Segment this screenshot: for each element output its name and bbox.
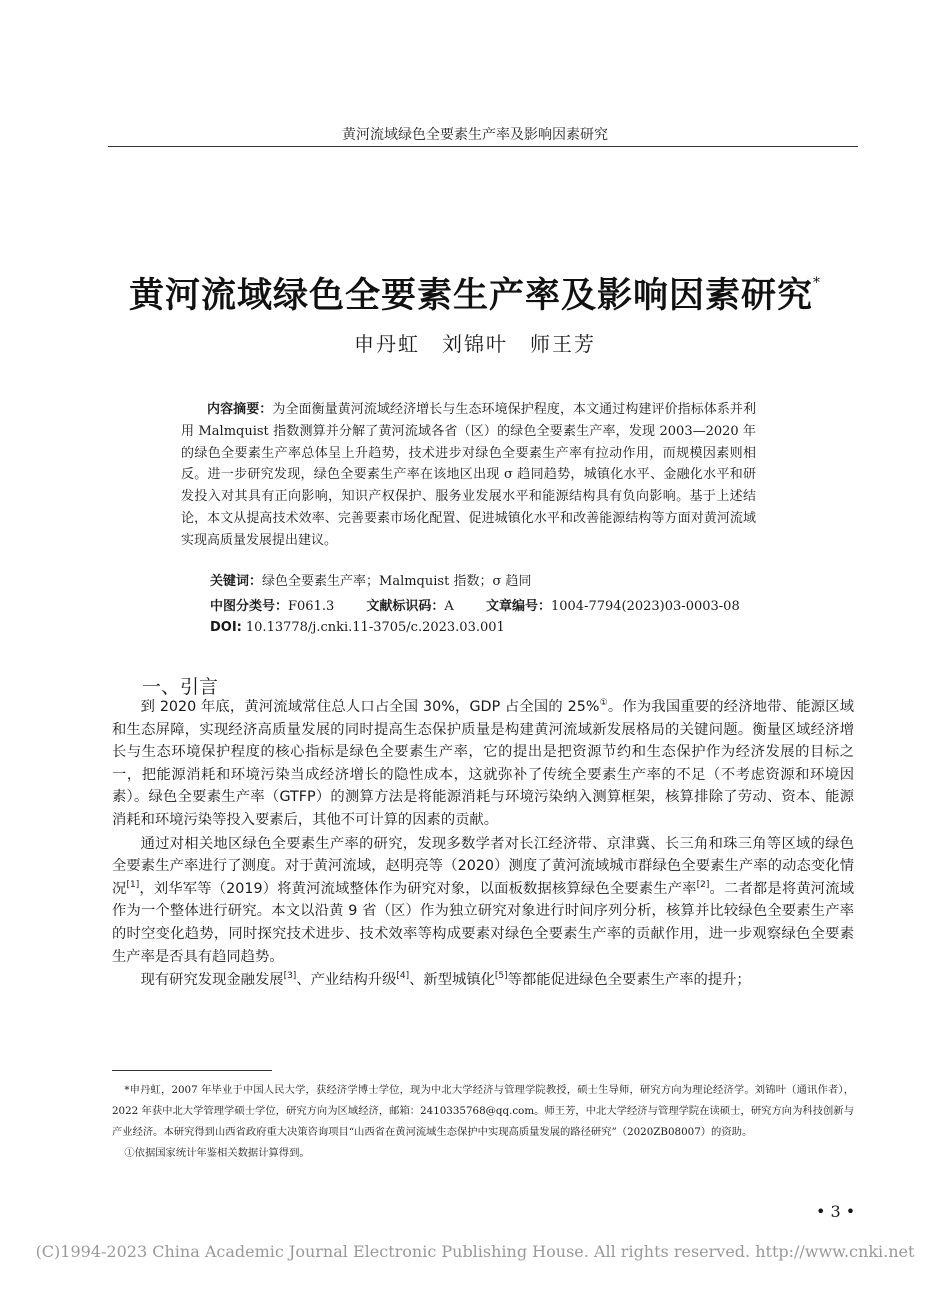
- body-text: [112, 696, 854, 993]
- running-header: 黄河流域绿色全要素生产率及影响因素研究: [342, 127, 608, 143]
- keywords-line: [210, 570, 559, 589]
- citation-1[interactable]: [1]: [126, 879, 140, 890]
- section-heading: 一、引言: [142, 676, 219, 698]
- footnote-author: *申丹虹，2007 年毕业于中国人民大学，获经济学博士学位，现为中北大学经济与管理学院教授，硕士生导师，研究方向为理论经济学。刘锦叶（通讯作者），2022 年获中北大学管理学硕士学位，研究方向为区域经济，邮箱：2410335768@qq.com。师王芳，中北大学经济与管理学院在读硕士，研究方向为科技创新与产业经济。本研究得到山西省政府重大决策咨询项目“山西省在黄河流域生态保护中实现高质量发展的路径研究”（2020ZB08007）的资助。: [112, 1084, 854, 1138]
- clc-value: F061.3: [288, 599, 335, 614]
- body-paragraph-1: [112, 696, 854, 832]
- citation-4[interactable]: [4]: [396, 971, 410, 982]
- footnotes: [112, 1080, 854, 1164]
- keywords-label: 关键词：: [210, 574, 263, 589]
- citation-3[interactable]: [3]: [283, 971, 297, 982]
- p3-c: 、新型城镇化: [409, 972, 495, 989]
- footnote-ref-1[interactable]: ①: [599, 698, 608, 709]
- footnote-rule: [112, 1070, 272, 1071]
- p3-b: 、产业结构升级: [296, 972, 397, 989]
- authors: 申丹虹 刘锦叶 师王芳: [354, 332, 596, 356]
- article-no-value: 1004-7794(2023)03-0003-08: [550, 599, 740, 614]
- abstract-block: [181, 399, 756, 552]
- body-paragraph-3: [112, 969, 854, 992]
- doi-line: [210, 620, 533, 635]
- article-no-label: 文章编号：: [485, 599, 551, 614]
- abstract-paragraph: [181, 399, 756, 552]
- citation-5[interactable]: [5]: [494, 971, 508, 982]
- footnote-data-source: ①依据国家统计年鉴相关数据计算得到。: [124, 1147, 310, 1159]
- keywords: 绿色全要素生产率；Malmquist 指数；σ 趋同: [262, 574, 532, 589]
- paper-title-text: 黄河流域绿色全要素生产率及影响因素研究: [128, 275, 813, 316]
- abstract-text: 为全面衡量黄河流域经济增长与生态环境保护程度，本文通过构建评价指标体系并利用 Malmquist 指数测算并分解了黄河流域各省（区）的绿色全要素生产率，发现 2003—2020 年的绿色全要素生产率总体呈上升趋势，技术进步对绿色全要素生产率有拉动作用，而规模因素则相反。进一步研究发现，绿色全要素生产率在该地区出现 σ 趋同趋势，城镇化水平、金融化水平和研发投入对其具有正向影响，知识产权保护、服务业发展水平和能源结构具有负向影响。基于上述结论，本文从提高技术效率、完善要素市场化配置、促进城镇化水平和改善能源结构等方面对黄河流域实现高质量发展提出建议。: [181, 402, 756, 548]
- doi-label: DOI:: [210, 620, 242, 635]
- citation-2[interactable]: [2]: [696, 879, 710, 890]
- p3-d: 等都能促进绿色全要素生产率的提升；: [507, 972, 751, 989]
- p1-rest: 。作为我国重要的经济地带、能源区域和生态屏障，实现经济高质量发展的同时提高生态保护质量是构建黄河流域新发展格局的关键问题。衡量区域经济增长与生态环境保护程度的核心指标是绿色全要素生产率，它的提出是把资源节约和生态保护作为经济发展的目标之一，把能源消耗和环境污染当成经济增长的隐性成本，这就弥补了传统全要素生产率的不足（不考虑资源和环境因素）。绿色全要素生产率（GTFP）的测算方法是将能源消耗与环境污染纳入测算框架，核算排除了劳动、资本、能源消耗和环境污染等投入要素后，其他不可计算的因素的贡献。: [112, 699, 855, 828]
- doc-code-label: 文献标识码：: [366, 599, 445, 614]
- clc-label: 中图分类号：: [210, 599, 289, 614]
- p1-text: 到 2020 年底，黄河流域常住总人口占全国 30%，GDP 占全国的 25%: [140, 699, 600, 715]
- title-footnote-mark: *: [813, 275, 821, 291]
- abstract-label: 内容摘要：: [207, 402, 273, 417]
- p2-a: 通过对相关地区绿色全要素生产率的研究，发现多数学者对长江经济带、京津冀、长三角和珠三角等区域的绿色全要素生产率进行了测度。对于黄河流域，赵明亮等（2020）测度了黄河流域城市群绿色全要素生产率的动态变化情况: [112, 835, 854, 897]
- body-paragraph-2: [112, 833, 854, 969]
- p2-b: ，刘华军等（2019）将黄河流域整体作为研究对象，以面板数据核算绿色全要素生产率: [139, 880, 697, 897]
- doc-code-value: A: [444, 599, 454, 614]
- p3-a: 现有研究发现金融发展: [140, 972, 284, 989]
- header-rule: [108, 146, 858, 147]
- doi-value[interactable]: 10.13778/j.cnki.11-3705/c.2023.03.001: [245, 620, 505, 635]
- p2-c: 。二者都是将黄河流域作为一个整体进行研究。本文以沿黄 9 省（区）作为独立研究对象进行时间序列分析，核算并比较绿色全要素生产率的时空变化趋势，同时探究技术进步、技术效率等构成要素对绿色全要素生产率的贡献作用，进一步观察绿色全要素生产率是否具有趋同趋势。: [112, 880, 855, 965]
- classification-line: [210, 595, 768, 614]
- paper-title: [0, 268, 950, 318]
- copyright-watermark: (C)1994-2023 China Academic Journal Electronic Publishing House. All rights reserved. http://www.cnki.net: [35, 1242, 915, 1261]
- page-number: • 3 •: [816, 1202, 856, 1221]
